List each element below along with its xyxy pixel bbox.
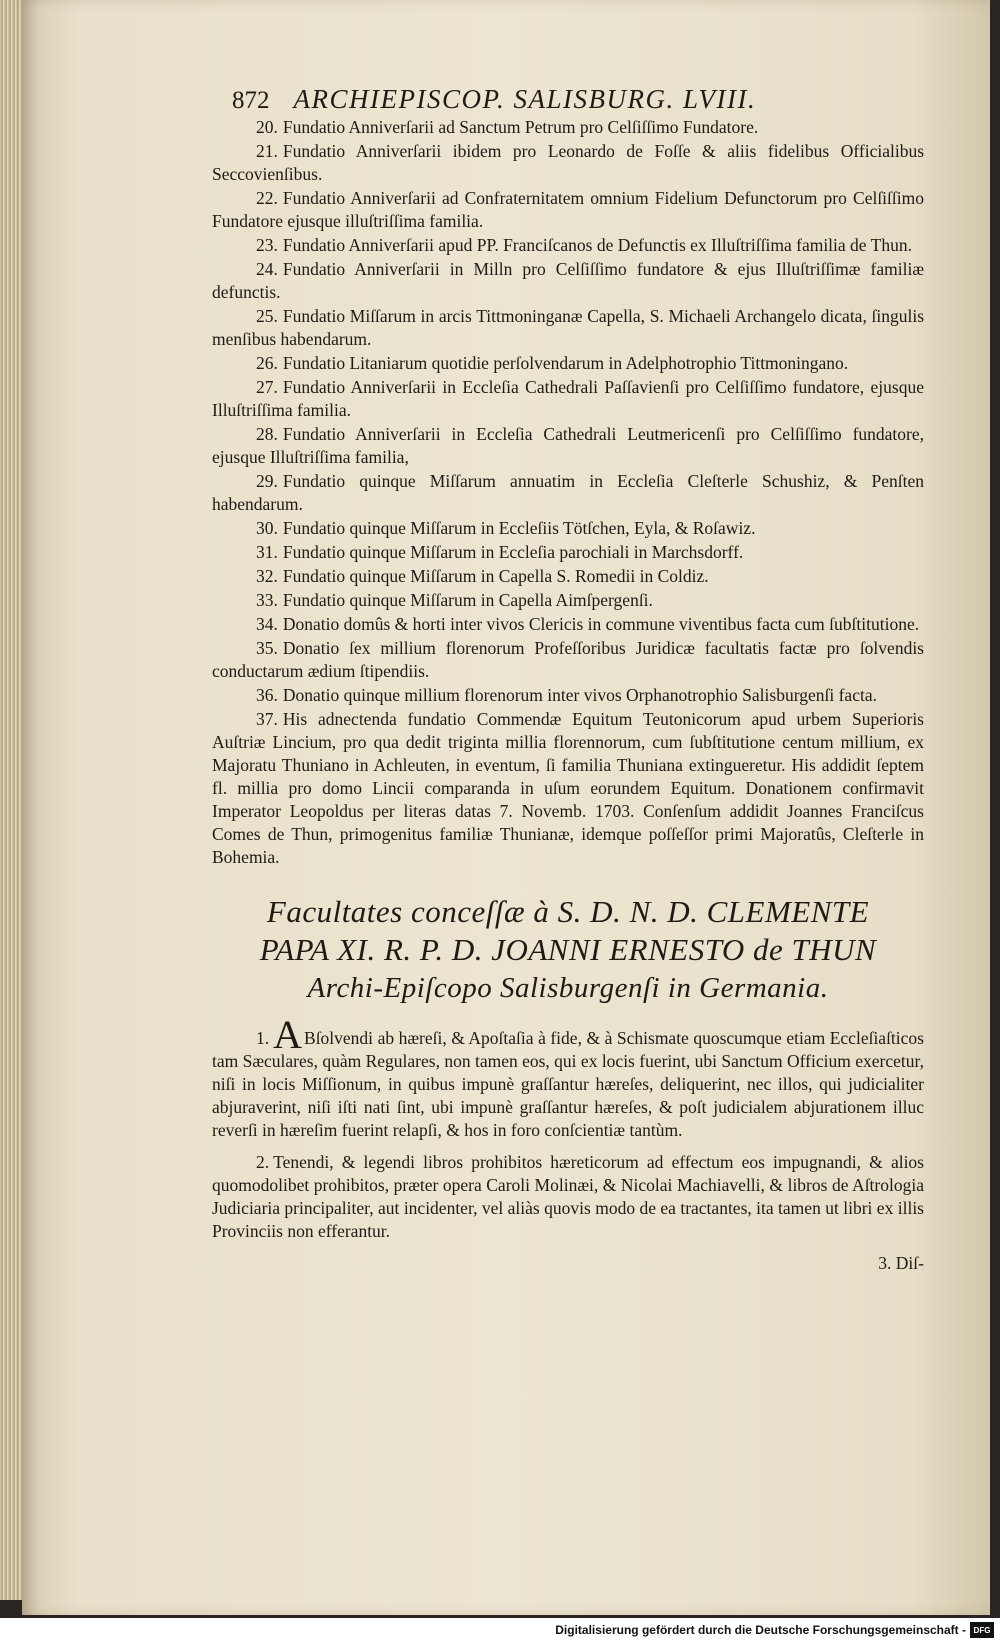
list-item [212,517,924,540]
item-number: 21. [256,141,278,161]
item-text: Fundatio Anniverſarii in Eccleſia Cathedrali Paſſavienſi pro Celſiſſimo fundatore, ejusque Illuſtriſſima familia. [212,377,924,420]
faculty-paragraph [212,1151,924,1243]
item-text: Fundatio Anniverſarii in Eccleſia Cathedrali Leutmericenſi pro Celſiſſimo fundatore, ejusque Illuſtriſſima familia, [212,424,924,467]
item-number: 24. [256,259,278,279]
item-text: Fundatio Litaniarum quotidie perſolvendarum in Adelphotrophio Tittmoningano. [282,353,849,373]
item-number: 32. [256,566,278,586]
list-item [212,541,924,564]
faculty-paragraph [212,1012,924,1142]
item-text: Donatio ſex millium florenorum Profeſſoribus Juridicæ facultatis factæ pro ſolvendis conductarum ædium ſtipendiis. [212,638,924,681]
list-item [212,187,924,233]
dfg-logo-icon: DFG [970,1622,994,1638]
item-text: Fundatio Anniverſarii ad Sanctum Petrum pro Celſiſſimo Fundatore. [282,117,759,137]
item-number: 36. [256,685,278,705]
item-text: Fundatio Anniverſarii apud PP. Franciſcanos de Defunctis ex Illuſtriſſima familia de Thun. [282,235,912,255]
page-number: 872 [232,87,270,114]
item-number: 29. [256,471,278,491]
list-item [212,423,924,469]
paragraph-number: 2. [256,1152,270,1172]
footer-credit: Digitalisierung gefördert durch die Deutsche Forschungsgemeinschaft - [555,1623,966,1637]
item-text: Fundatio Anniverſarii in Milln pro Celſiſſimo fundatore & ejus Illuſtriſſimæ familiæ defunctis. [212,259,924,302]
item-text: Fundatio quinque Miſſarum annuatim in Eccleſia Cleſterle Schushiz, & Penſten habendarum. [212,471,924,514]
item-number: 28. [256,424,278,444]
book-page [22,0,990,1615]
list-item [212,234,924,257]
item-number: 25. [256,306,278,326]
item-text: Donatio quinque millium florenorum inter vivos Orphanotrophio Salisburgenſi facta. [282,685,877,705]
drop-cap: A [273,1012,303,1057]
list-item [212,352,924,375]
paragraph-text: Tenendi, & legendi libros prohibitos hæreticorum ad effectum eos impugnandi, & alios quomodolibet prohibitos, præter opera Caroli Molinæi, & Nicolai Machiavelli, & libros de Aſtrologia Judiciaria principaliter, aut incidenter, vel aliàs quovis modo de ea tractantes, ita tamen ut libri ex illis Provinciis non efferantur. [212,1152,924,1241]
item-text: Donatio domûs & horti inter vivos Clericis in commune viventibus facta cum ſubſtitutione. [282,614,920,634]
section-title-line-1: Facultates conceſſæ à S. D. N. D. CLEMENTE [266,894,870,929]
list-item [212,684,924,707]
list-item [212,708,924,869]
list-item [212,613,924,636]
item-number: 20. [256,117,278,137]
list-item [212,376,924,422]
item-number: 33. [256,590,278,610]
item-number: 26. [256,353,278,373]
page-text-block [212,84,924,1275]
item-text: His adnectenda fundatio Commendæ Equitum Teutonicorum apud urbem Superioris Auſtriæ Lincium, pro qua dedit triginta millia florennorum, cum ſubſtitutione centum millium, ex Majoratu Thuniano in Achleuten, in eventum, ſi familia Thuniana extingueretur. His addidit ſeptem fl. millia pro domo Lincii comparanda in uſum eorundem Equitum. Donationem confirmavit Imperator Leopoldus per literas datas 7. Novemb. 1703. Conſenſum addidit Joannes Franciſcus Comes de Thun, primogenitus familiæ Thunianæ, idemque poſſeſſor primi Majoratûs, Cleſterle in Bohemia. [212,709,924,867]
foundation-list [212,116,924,869]
faculties-list [212,1012,924,1243]
item-number: 27. [256,377,278,397]
list-item [212,116,924,139]
list-item [212,258,924,304]
catchword: 3. Diſ- [878,1253,924,1273]
paragraph-number: 1. [256,1028,270,1048]
running-head [232,84,924,114]
item-number: 37. [256,709,278,729]
list-item [212,470,924,516]
item-number: 35. [256,638,278,658]
list-item [212,565,924,588]
paragraph-text: Bſolvendi ab hæreſi, & Apoſtaſia à fide, & à Schismate quoscumque etiam Eccleſiaſticos tam Sæculares, quàm Regulares, non tamen eos, qui ex locis fuerint, ubi Sanctum Officium exercetur, niſi in locis Miſſionum, in quibus impunè graſſantur hæreſes, deliquerint, nec illos, qui judicialiter abjuraverint, niſi iſti nati ſint, ubi impunè graſſantur hæreſes, & poſt judicialem abjurationem illuc reverſi in hæreſim fuerint relapſi, & hos in foro conſcientiæ tantùm. [212,1028,924,1140]
item-text: Fundatio quinque Miſſarum in Eccleſia parochiali in Marchsdorff. [282,542,744,562]
item-number: 31. [256,542,278,562]
book-page-edges [0,0,23,1600]
list-item [212,589,924,612]
running-title: ARCHIEPISCOP. SALISBURG. LVIII. [293,84,757,114]
item-text: Fundatio Anniverſarii ibidem pro Leonardo de Foſſe & aliis fidelibus Officialibus Seccovienſibus. [212,141,924,184]
item-number: 30. [256,518,278,538]
section-title-line-3: Archi-Epiſcopo Salisburgenſi in Germania. [307,972,829,1004]
list-item [212,140,924,186]
item-text: Fundatio Anniverſarii ad Confraternitatem omnium Fidelium Defunctorum pro Celſiſſimo Fundatore ejusque illuſtriſſima familia. [212,188,924,231]
section-title-line-2: PAPA XI. R. P. D. JOANNI ERNESTO de THUN [259,932,877,967]
item-text: Fundatio Miſſarum in arcis Tittmoninganæ Capella, S. Michaeli Archangelo dicata, ſingulis menſibus habendarum. [212,306,924,349]
list-item [212,637,924,683]
item-number: 34. [256,614,278,634]
section-title [212,893,924,1007]
item-number: 23. [256,235,278,255]
item-text: Fundatio quinque Miſſarum in Capella S. Romedii in Coldiz. [282,566,709,586]
item-text: Fundatio quinque Miſſarum in Capella Aimſpergenſi. [282,590,653,610]
item-number: 22. [256,188,278,208]
digitization-footer [0,1618,1000,1643]
item-text: Fundatio quinque Miſſarum in Eccleſiis Tötſchen, Eyla, & Roſawiz. [282,518,756,538]
list-item [212,305,924,351]
